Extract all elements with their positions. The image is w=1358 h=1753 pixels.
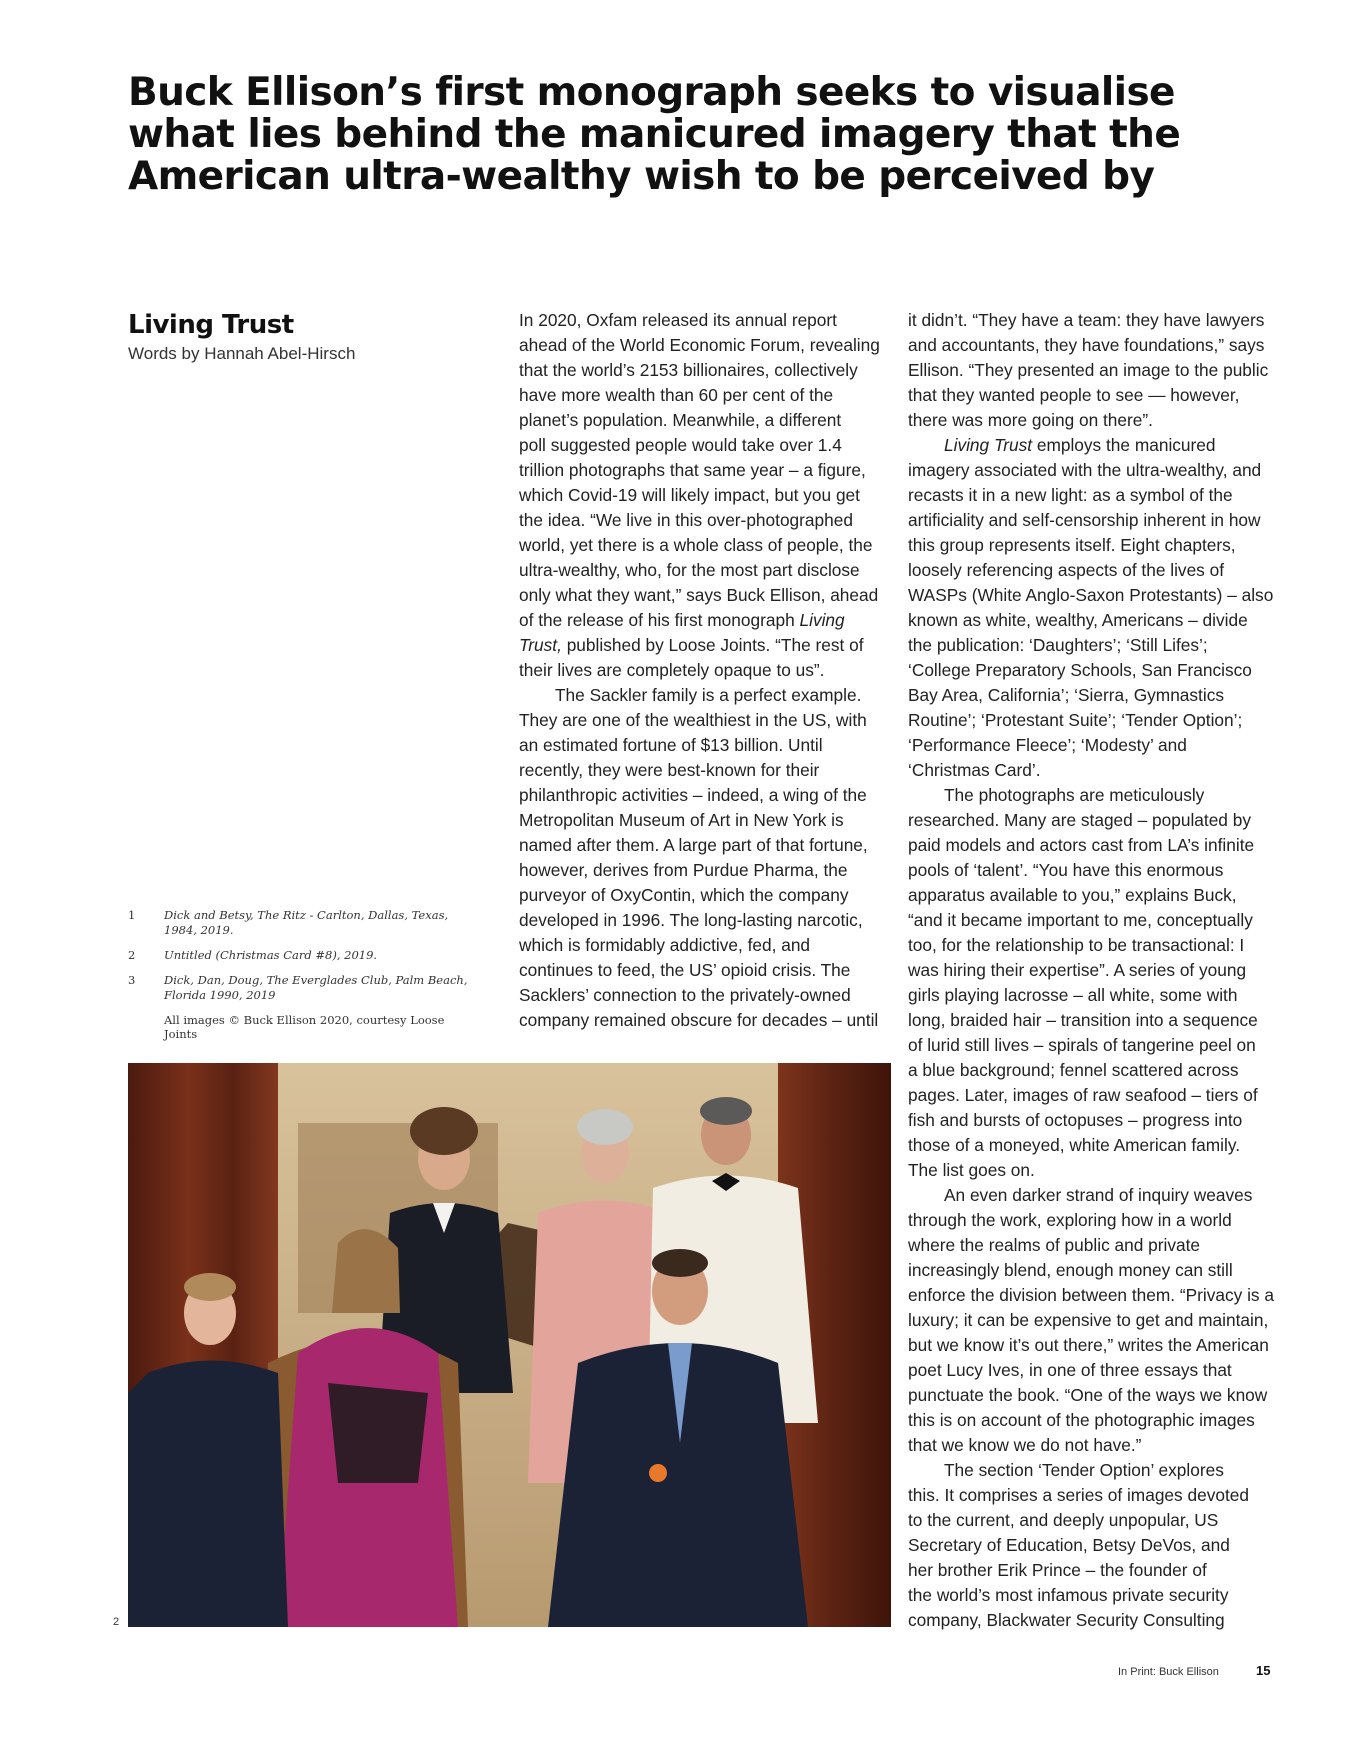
paragraph: The photographs are meticulously researched. Many are staged – populated by paid models and actors cast from LA’s infinite pools of ‘talent’. “You have this enormous apparatus available to you,” explains Buck, “and it became important to me, conceptually too, for the relationship to be transactional: I was hiring their expertise”. A series of young girls playing lacrosse – all white, some with long, braided hair – transition into a sequence of lurid still lives – spirals of tangerine peel on a blue background; fennel scattered across pages. Later, images of raw seafood – tiers of fish and bursts of octopuses – progress into those of a moneyed, white American family. The list goes on. [908, 785, 1258, 1180]
image-captions [128, 908, 478, 1041]
family-portrait-illustration [128, 1063, 891, 1627]
book-title: Living Trust [944, 435, 1033, 455]
book-title: Living [799, 610, 845, 630]
paragraph: The Sackler family is a perfect example. They are one of the wealthiest in the US, with an estimated fortune of $13 billion. Until recently, they were best-known for their philanthropic activities – indeed, a wing of the Metropolitan Museum of Art in New York is named after them. A large part of that fortune, however, derives from Purdue Pharma, the purveyor of OxyContin, which the company developed in 1996. The long-lasting narcotic, which is formidably addictive, fed, and continues to feed, the US’ opioid crisis. The Sacklers’ connection to the privately-owned company remained obscure for decades – until [519, 685, 879, 1030]
article-column-right [908, 308, 1278, 1633]
caption-text: Dick and Betsy, The Ritz - Carlton, Dallas, Texas, 1984, 2019. [164, 908, 449, 937]
caption [128, 948, 478, 963]
article-column-middle [519, 308, 891, 1033]
image-credit: All images © Buck Ellison 2020, courtesy Loose Joints [164, 1013, 445, 1041]
caption [128, 908, 478, 938]
headline: Buck Ellison’s first monograph seeks to visualise what lies behind the manicured imagery that the American ultra-wealthy wish to be perceived by [128, 70, 1181, 199]
book-title: Trust, [519, 635, 562, 655]
paragraph: An even darker strand of inquiry weaves through the work, exploring how in a world where the realms of public and private increasingly blend, enough money can still enforce the division between them. “Privacy is a luxury; it can be expensive to get and maintain, but we know it’s out there,” writes the American poet Lucy Ives, in one of three essays that punctuate the book. “One of the ways we know this is on account of the photographic images that we know we do not have.” [908, 1185, 1274, 1455]
footer-label: In Print: Buck Ellison [1118, 1666, 1219, 1678]
section-title: Living Trust [128, 310, 294, 340]
page-number: 15 [1256, 1663, 1271, 1678]
caption-text: Untitled (Christmas Card #8), 2019. [164, 948, 378, 962]
paragraph: it didn’t. “They have a team: they have lawyers and accountants, they have foundations,” says Ellison. “They presented an image to the public that they wanted people to see — however, there was more going on there”. [908, 310, 1269, 430]
paragraph: In 2020, Oxfam released its annual report ahead of the World Economic Forum, revealing that the world’s 2153 billionaires, collectively have more wealth than 60 per cent of the planet’s population. Meanwhile, a different poll suggested people would take over 1.4 trillion photographs that same year – a figure, which Covid-19 will likely impact, but you get the idea. “We live in this over-photographed world, yet there is a whole class of people, the ultra-wealthy, who, for the most part disclose only what they want,” says Buck Ellison, ahead of the release of his first monograph Living Trust, published by Loose Joints. “The rest of their lives are completely opaque to us”. [519, 310, 880, 680]
caption [128, 973, 478, 1003]
paragraph: Living Trust employs the manicured imagery associated with the ultra-wealthy, and recasts it in a new light: as a symbol of the artificiality and self-censorship inherent in how this group represents itself. Eight chapters, loosely referencing aspects of the lives of WASPs (White Anglo-Saxon Protestants) – also known as white, wealthy, Americans – divide the publication: ‘Daughters’; ‘Still Lifes’; ‘College Preparatory Schools, San Francisco Bay Area, California’; ‘Sierra, Gymnastics Routine’; ‘Protestant Suite’; ‘Tender Option’; ‘Performance Fleece’; ‘Modesty’ and ‘Christmas Card’. [908, 435, 1274, 780]
caption-number: 3 [128, 973, 136, 987]
byline: Words by Hannah Abel-Hirsch [128, 344, 356, 363]
caption-number: 2 [128, 948, 136, 962]
caption-text: Dick, Dan, Doug, The Everglades Club, Palm Beach, Florida 1990, 2019 [164, 973, 468, 1002]
family-portrait-photo [128, 1063, 891, 1627]
caption-number: 1 [128, 908, 136, 922]
photo-number: 2 [113, 1616, 120, 1628]
paragraph: The section ‘Tender Option’ explores this. It comprises a series of images devoted to the current, and deeply unpopular, US Secretary of Education, Betsy DeVos, and her brother Erik Prince – the founder of the world’s most infamous private security company, Blackwater Security Consulting [908, 1460, 1249, 1630]
